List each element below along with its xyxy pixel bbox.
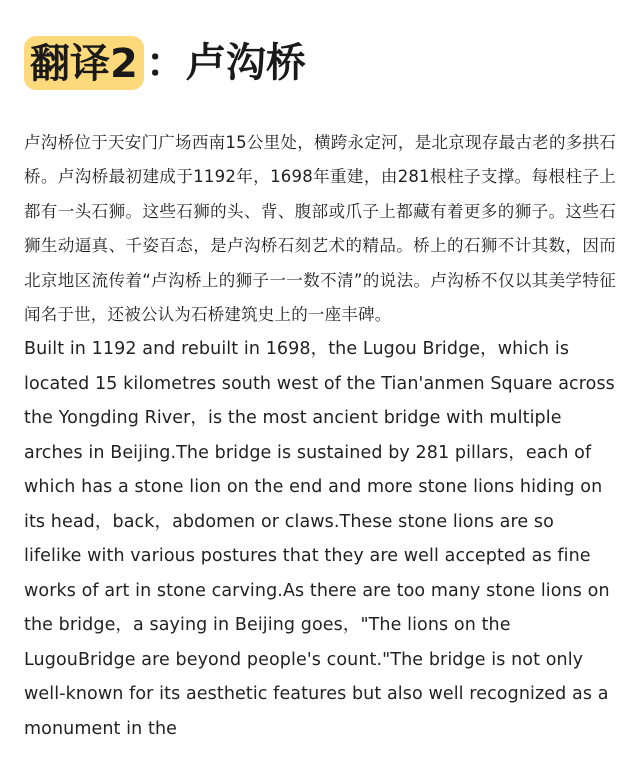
title-text: ：卢沟桥 (145, 40, 306, 86)
title-highlight: 翻译2 (24, 36, 144, 90)
english-paragraph: Built in 1192 and rebuilt in 1698，the Lugou Bridge，which is located 15 kilometres south west of the Tian'anmen Square across the Yongding River，is the most ancient bridge with multiple arches in Beijing.The bridge is sustained by 281 pillars，each of which has a stone lion on the end and more stone lions hiding on its head，back，abdomen or claws.These stone lions are so lifelike with various postures that they are well accepted as fine works of art in stone carving.As there are too many stone lions on the bridge，a saying in Beijing goes，"The lions on the LugouBridge are beyond people's count."The bridge is not only well-known for its aesthetic features but also well recognized as a monument in the (24, 339, 615, 739)
chinese-paragraph: 卢沟桥位于天安门广场西南15公里处，横跨永定河，是北京现存最古老的多拱石桥。卢沟桥最初建成于1192年，1698年重建，由281根柱子支撑。每根柱子上都有一头石狮。这些石狮的头、背、腹部或爪子上都藏有着更多的狮子。这些石狮生动逼真、千姿百态，是卢沟桥石刻艺术的精品。桥上的石狮不计其数，因而北京地区流传着“卢沟桥上的狮子一一数不清”的说法。卢沟桥不仅以其美学特征闻名于世，还被公认为石桥建筑史上的一座丰碑。 (24, 133, 616, 325)
article-body (24, 126, 616, 746)
page-title (24, 28, 306, 98)
